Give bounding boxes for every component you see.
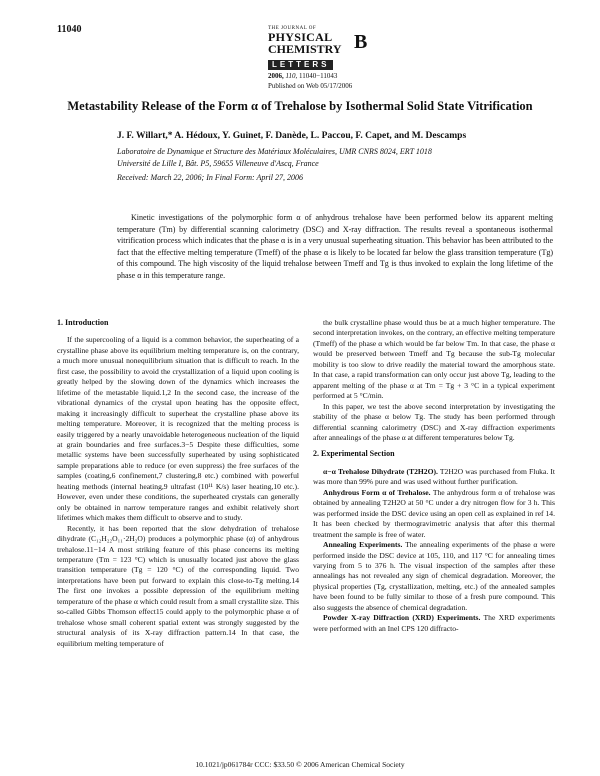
subheading: α−α Trehalose Dihydrate (T2H2O). [323, 466, 438, 476]
logo-letter: B [354, 31, 368, 53]
section-heading-experimental: 2. Experimental Section [313, 449, 395, 459]
paragraph [313, 467, 555, 488]
paragraph: the bulk crystalline phase would thus be at a much higher temperature. The second interpretation invokes, on the contrary, an effective melting temperature (Tmeff) of the phase α which would be far below Tm. In that case, the phase α would be preserved between Tmeff and Tg because the sub-Tg molecular mobility is too slow to drive readily the material toward the amorphous state. In that case, a rapid transformation can only occur just above Tg, leading to the apparent melting of the phase α at Tm = Tg + 3 °C in a typical experiment performed at 5 °C/min. [313, 318, 555, 401]
paragraph [313, 488, 555, 540]
logo-line2: PHYSICAL [268, 30, 333, 44]
paragraph-text: The annealing experiments of the phase α were performed inside the DSC device at 105, 110, and 117 °C for annealing times varying from 5 to 376 h. The visual inspection of the samples after these annealings has not revealed any sign of chemical degradation. Moreover, the physical properties (Tg, crystallization, melting, etc.) of the annealed samples have been found to be fully similar to those of a fresh pure compound. This also suggests the absence of chemical degradation. [313, 540, 555, 612]
paragraph [313, 540, 555, 613]
affiliation [117, 146, 537, 169]
page-number: 11040 [57, 24, 82, 35]
publication-info [268, 71, 352, 91]
abstract: Kinetic investigations of the polymorphic form α of anhydrous trehalose have been performed below its apparent melting temperature (Tm) by differential scanning calorimetry (DSC) and X-ray diffraction. The results reveal a spontaneous isothermal vitrification process which indicates that the phase α is in a very unusual superheating situation. This behavior has been attributed to the fact that the effective melting temperature (Tmeff) of the phase α is likely to be located far below the glass transition temperature (Tg) of this compound. The high viscosity of the liquid trehalose between Tmeff and Tg is thus invoked to explain the long lifetime of the phase α in this temperature range. [117, 213, 553, 280]
subheading: Anhydrous Form α of Trehalose. [323, 487, 431, 497]
journal-logo [268, 26, 368, 71]
logo-line4: LETTERS [268, 60, 333, 70]
pub-year: 2006, [268, 72, 284, 80]
left-column [57, 318, 299, 649]
pub-pages: 11040−11043 [298, 72, 338, 80]
published-date: Published on Web 05/17/2006 [268, 82, 353, 90]
article-title: Metastability Release of the Form α of Trehalose by Isothermal Solid State Vitrification [67, 99, 533, 113]
paragraph-text: The anhydrous form α of trehalose was obtained by annealing T2H2O at 50 °C under a dry nitrogen flow for 3 h. This was performed inside the DSC device using an open cell as explained in ref 14. It has been checked by thermogravimetric analysis that after this thermal treatment the sample is free of water. [313, 487, 555, 539]
logo-line1: THE JOURNAL OF [268, 26, 317, 31]
paragraph [313, 613, 555, 634]
pub-volume: 110, [285, 72, 298, 80]
logo-line3: CHEMISTRY [268, 42, 342, 56]
paragraph-text: T2H2O was purchased from Fluka. It was more than 99% pure and was used without further purification. [313, 466, 556, 487]
paragraph-text: The XRD experiments were performed with an Inel CPS 120 diffracto- [313, 613, 556, 633]
subheading: Annealing Experiments. [323, 540, 403, 550]
paragraph: Recently, it has been reported that the slow dehydration of trehalose dihydrate (C₁₂H₂₂O₁₁·2H₂O) produces a polymorphic phase (α) of anhydrous trehalose.11−14 A most striking feature of this phase concerns its melting temperature (Tm = 123 °C) which is unusually located just above the glass transition temperature (Tg = 120 °C) of the corresponding liquid. Two interpretations have been put forward to explain this close-to-Tg melting.14 The first one invokes a possible depression of the equilibrium melting temperature of the phase α which could result from a small crystallite size. This so-called Gibbs Thomson effect15 could apply to the polymorphic phase α of trehalose whose small coherent spatial extent was strongly suggested by the structural analysis of its X-ray diffraction pattern.14 In that case, the equilibrium melting temperature of [57, 523, 299, 648]
section-heading-introduction: 1. Introduction [57, 318, 109, 327]
affiliation-line: Université de Lille I, Bât. P5, 59655 Villeneuve d'Ascq, France [117, 158, 319, 168]
authors: J. F. Willart,* A. Hédoux, Y. Guinet, F. Danède, L. Paccou, F. Capet, and M. Descamps [117, 131, 467, 141]
footer: 10.1021/jp061784r CCC: $33.50 © 2006 American Chemical Society [195, 760, 405, 769]
right-column [313, 318, 555, 634]
paragraph: In this paper, we test the above second interpretation by investigating the stability of the phase α below Tg. The study has been performed through differential scanning calorimetry (DSC) and X-ray diffraction experiments after annealings of the phase α at different temperatures below Tg. [313, 401, 555, 442]
subheading: Powder X-ray Diffraction (XRD) Experiments. [323, 613, 481, 623]
paragraph: If the supercooling of a liquid is a common behavior, the superheating of a crystalline phase above its equilibrium melting temperature is, on the contrary, a much more unusual nonequilibrium situation that is difficult to reach. In the first case, the possibility to avoid the crystallization of a liquid upon cooling is greatly helped by the slowing down of the dynamics which increases the lifetime of the metastable liquid.1,2 In the second case, the increase of the vibrational dynamics of the crystal upon heating has the opposite effect, making it increasingly difficult to superheat the crystalline phase above its melting temperature. Moreover, it is recognized that the melting process is easily triggered by a nearly unavoidable heterogeneous nucleation of the liquid at grain boundaries and free surfaces.3−5 Despite these difficulties, some metallic systems have been successfully superheated by using sophisticated sample preparations able to reduce (or even suppress) the free surfaces of the samples (coating,6 confinement,7 clustering,8 etc.) combined with powerful heating methods (internal heating,9 ultrafast (10¹¹ K/s) laser heating,10 etc.). However, even under these conditions, the superheated crystals can generally only be obtained in narrow temperature ranges and exhibit relatively short lifetimes which makes them difficult to observe and to study. [57, 335, 299, 523]
received-dates: Received: March 22, 2006; In Final Form: April 27, 2006 [117, 173, 303, 182]
affiliation-line: Laboratoire de Dynamique et Structure des Matériaux Moléculaires, UMR CNRS 8024, ERT 1018 [117, 147, 432, 156]
